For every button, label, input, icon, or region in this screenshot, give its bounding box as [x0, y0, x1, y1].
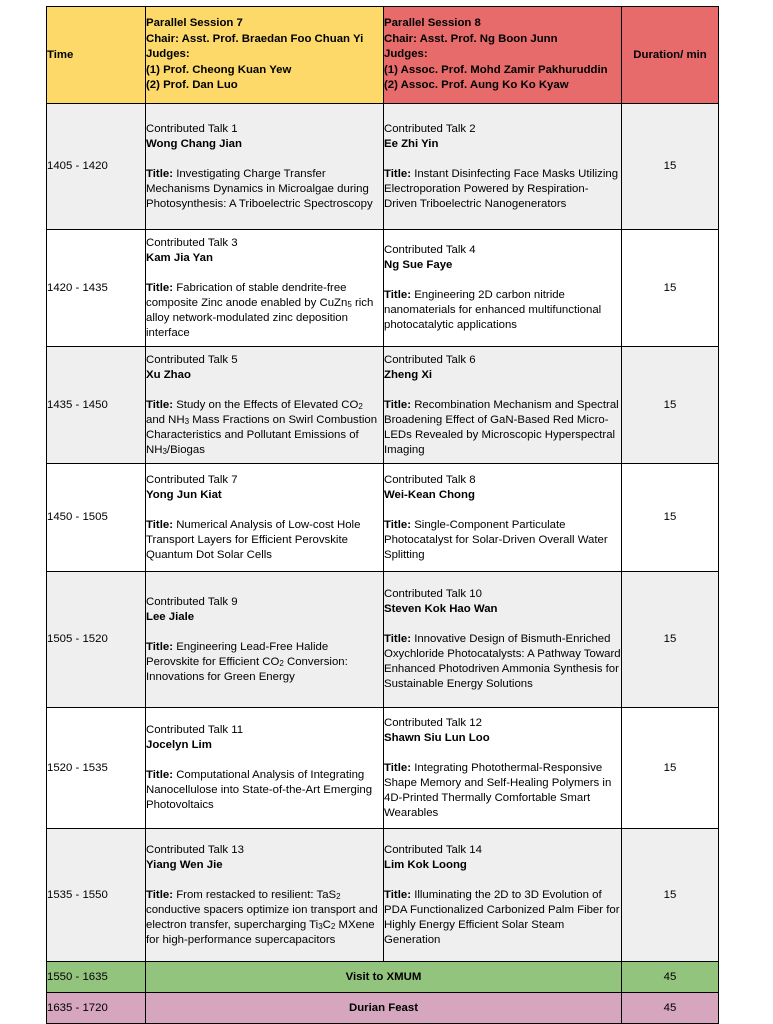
event-rows: [47, 962, 719, 1024]
title-text: Innovative Design of Bismuth-Enriched Oxychloride Photocatalysts: A Pathway Toward Enhanced Photodriven Ammonia Synthesis for Sustainable Energy Solutions: [384, 633, 621, 690]
duration-cell: 15: [622, 572, 719, 708]
spacer: [146, 152, 383, 167]
talk-title: [146, 768, 383, 813]
talk-label: Contributed Talk 12: [384, 716, 482, 729]
session8-judge-2: (2) Assoc. Prof. Aung Ko Ko Kyaw: [384, 79, 569, 92]
spacer: [384, 383, 621, 398]
spacer: [384, 273, 621, 288]
subscript: 2: [358, 401, 363, 411]
session7-chair: Chair: Asst. Prof. Braedan Foo Chuan Yi: [146, 32, 364, 45]
event-name: Visit to XMUM: [146, 962, 622, 993]
title-text-part: C: [322, 918, 331, 931]
title-label: Title:: [384, 167, 412, 180]
spacer: [384, 617, 621, 632]
header-row: [47, 7, 719, 104]
talk-title: [146, 167, 383, 212]
duration-cell: 15: [622, 347, 719, 464]
spacer: [384, 873, 621, 888]
talk-label: Contributed Talk 8: [384, 473, 476, 486]
speaker-name: Ee Zhi Yin: [384, 137, 439, 150]
session8-judge-1: (1) Assoc. Prof. Mohd Zamir Pakhuruddin: [384, 63, 608, 76]
title-text: Integrating Photothermal-Responsive Shape Memory and Self-Healing Polymers in 4D-Printed Thermally Comfortable Smart Wearables: [384, 761, 612, 819]
title-text-part: /Biogas: [166, 443, 205, 456]
table-row: [47, 104, 719, 230]
talk-rows: [47, 104, 719, 962]
talk-cell-session7: [146, 230, 384, 347]
duration-cell: 15: [622, 464, 719, 572]
spacer: [146, 266, 383, 281]
talk-label: Contributed Talk 11: [146, 724, 244, 736]
speaker-name: Ng Sue Faye: [384, 259, 453, 271]
speaker-name: Steven Kok Hao Wan: [384, 603, 498, 615]
talk-title: [146, 398, 383, 458]
schedule-table: [46, 6, 719, 1024]
talk-cell-session7: [146, 464, 384, 572]
speaker-name: Shawn Siu Lun Loo: [384, 731, 490, 744]
title-label: Title:: [384, 888, 412, 901]
talk-cell-session8: [384, 464, 622, 572]
title-label: Title:: [384, 518, 412, 531]
talk-cell-session8: [384, 104, 622, 230]
table-row: [47, 464, 719, 572]
talk-label: Contributed Talk 5: [146, 353, 238, 366]
session7-judge-2: (2) Prof. Dan Luo: [146, 79, 238, 92]
spacer: [146, 753, 383, 768]
talk-title: [146, 281, 383, 341]
title-text-part: Fabrication of stable dendrite-free composite Zinc anode enabled by CuZn: [146, 281, 348, 309]
table-row: [47, 572, 719, 708]
speaker-name: Jocelyn Lim: [146, 739, 212, 751]
title-label: Title:: [146, 281, 174, 294]
speaker-name: Yiang Wen Jie: [146, 858, 223, 871]
time-cell: 1405 - 1420: [47, 104, 146, 230]
subscript: 3: [184, 416, 190, 426]
talk-label: Contributed Talk 4: [384, 244, 476, 256]
title-label: Title:: [384, 761, 412, 774]
speaker-name: Wong Chang Jian: [146, 137, 242, 150]
duration-cell: 15: [622, 829, 719, 962]
subscript: 2: [336, 891, 341, 901]
title-label: Title:: [146, 398, 174, 411]
title-text: Computational Analysis of Integrating Nanocellulose into State-of-the-Art Emerging Photovoltaics: [146, 769, 373, 811]
subscript: 5: [347, 299, 352, 309]
title-label: Title:: [384, 289, 412, 301]
speaker-name: Lim Kok Loong: [384, 858, 467, 871]
title-text-part: Engineering Lead-Free Halide Perovskite for Efficient CO: [146, 640, 329, 668]
spacer: [384, 152, 621, 167]
talk-label: Contributed Talk 2: [384, 122, 476, 135]
spacer: [146, 503, 383, 518]
spacer: [146, 383, 383, 398]
talk-cell-session7: [146, 708, 384, 829]
event-row: [47, 993, 719, 1024]
session7-header: [146, 7, 384, 104]
session7-title: Parallel Session 7: [146, 17, 243, 30]
session7-judge-1: (1) Prof. Cheong Kuan Yew: [146, 63, 292, 76]
title-label: Title:: [146, 769, 174, 781]
speaker-name: Wei-Kean Chong: [384, 488, 475, 501]
session8-chair: Chair: Asst. Prof. Ng Boon Junn: [384, 32, 558, 45]
title-text-part: and NH: [146, 413, 185, 426]
title-text: Recombination Mechanism and Spectral Broadening Effect of GaN-Based Red Micro-LEDs Revealed by Microscopic Hyperspectral Imaging: [384, 398, 619, 456]
talk-label: Contributed Talk 7: [146, 473, 238, 486]
spacer: [384, 503, 621, 518]
title-text-part: From restacked to resilient: TaS: [176, 888, 337, 901]
talk-label: Contributed Talk 13: [146, 843, 244, 856]
talk-cell-session7: [146, 347, 384, 464]
time-cell: 1535 - 1550: [47, 829, 146, 962]
event-time: 1550 - 1635: [47, 962, 146, 993]
time-header: Time: [47, 7, 146, 104]
title-text: Investigating Charge Transfer Mechanisms Dynamics in Microalgae during Photosynthesis: A Triboelectric Spectroscopy: [146, 167, 373, 210]
title-label: Title:: [384, 633, 412, 645]
talk-label: Contributed Talk 1: [146, 122, 238, 135]
title-text: Engineering 2D carbon nitride nanomaterials for enhanced multifunctional photocatalytic applications: [384, 289, 602, 331]
title-text-part: Study on the Effects of Elevated CO: [176, 398, 359, 411]
title-text-part: Conversion: Innovations for Green Energy: [146, 655, 348, 683]
talk-cell-session8: [384, 829, 622, 962]
talk-title: [384, 888, 621, 948]
title-label: Title:: [146, 518, 174, 531]
title-label: Title:: [146, 640, 174, 653]
session8-header: [384, 7, 622, 104]
talk-title: [146, 888, 383, 948]
talk-title: [384, 167, 621, 212]
talk-title: [384, 398, 621, 458]
speaker-name: Kam Jia Yan: [146, 251, 213, 264]
table-row: [47, 708, 719, 829]
time-cell: 1520 - 1535: [47, 708, 146, 829]
time-cell: 1450 - 1505: [47, 464, 146, 572]
event-name: Durian Feast: [146, 993, 622, 1024]
spacer: [146, 625, 383, 640]
title-text-part: MXene for high-performance supercapacitors: [146, 918, 375, 946]
talk-title: [146, 640, 383, 685]
speaker-name: Xu Zhao: [146, 368, 191, 381]
talk-cell-session7: [146, 829, 384, 962]
title-text-part: rich alloy network-modulated zinc deposition interface: [146, 296, 374, 339]
talk-title: [384, 288, 621, 333]
talk-label: Contributed Talk 10: [384, 588, 482, 600]
subscript: 2: [279, 658, 284, 668]
talk-cell-session7: [146, 104, 384, 230]
talk-label: Contributed Talk 9: [146, 595, 238, 608]
event-duration: 45: [622, 962, 719, 993]
title-text-part: conductive spacers optimize ion transport and electron transfer, supercharging Ti: [146, 903, 378, 931]
talk-cell-session8: [384, 347, 622, 464]
talk-title: [384, 518, 621, 563]
event-time: 1635 - 1720: [47, 993, 146, 1024]
duration-header: Duration/ min: [622, 7, 719, 104]
title-text: Instant Disinfecting Face Masks Utilizing Electroporation Powered by Respiration-Driven Triboelectric Nanogenerators: [384, 167, 619, 210]
session7-judges-label: Judges:: [146, 48, 190, 61]
title-text: Illuminating the 2D to 3D Evolution of PDA Functionalized Carbonized Palm Fiber for Highly Energy Efficient Solar Steam Generation: [384, 888, 620, 946]
speaker-name: Zheng Xi: [384, 368, 433, 381]
spacer: [384, 746, 621, 761]
duration-cell: 15: [622, 230, 719, 347]
title-text-part: Mass Fractions on Swirl Combustion Characteristics and Pollutant Emissions of NH: [146, 413, 378, 456]
subscript: 2: [330, 921, 336, 931]
table-row: [47, 230, 719, 347]
title-label: Title:: [146, 888, 174, 901]
duration-cell: 15: [622, 708, 719, 829]
talk-title: [384, 761, 621, 821]
talk-label: Contributed Talk 14: [384, 843, 482, 856]
talk-cell-session8: [384, 230, 622, 347]
event-duration: 45: [622, 993, 719, 1024]
title-text: Single-Component Particulate Photocatalyst for Solar-Driven Overall Water Splitting: [384, 518, 608, 561]
title-label: Title:: [146, 167, 174, 180]
talk-title: [146, 518, 383, 563]
talk-cell-session8: [384, 572, 622, 708]
talk-label: Contributed Talk 3: [146, 236, 238, 249]
table-row: [47, 347, 719, 464]
speaker-name: Lee Jiale: [146, 610, 195, 623]
session8-judges-label: Judges:: [384, 48, 428, 61]
time-cell: 1505 - 1520: [47, 572, 146, 708]
subscript: 3: [162, 446, 167, 456]
speaker-name: Yong Jun Kiat: [146, 488, 222, 501]
table-row: [47, 829, 719, 962]
talk-cell-session8: [384, 708, 622, 829]
talk-title: [384, 632, 621, 692]
talk-cell-session7: [146, 572, 384, 708]
title-label: Title:: [384, 398, 412, 411]
duration-cell: 15: [622, 104, 719, 230]
session8-title: Parallel Session 8: [384, 17, 481, 30]
spacer: [146, 873, 383, 888]
time-cell: 1420 - 1435: [47, 230, 146, 347]
time-cell: 1435 - 1450: [47, 347, 146, 464]
subscript: 3: [318, 921, 323, 931]
event-row: [47, 962, 719, 993]
talk-label: Contributed Talk 6: [384, 353, 476, 366]
title-text: Numerical Analysis of Low-cost Hole Transport Layers for Efficient Perovskite Quantum Dot Solar Cells: [146, 518, 361, 561]
